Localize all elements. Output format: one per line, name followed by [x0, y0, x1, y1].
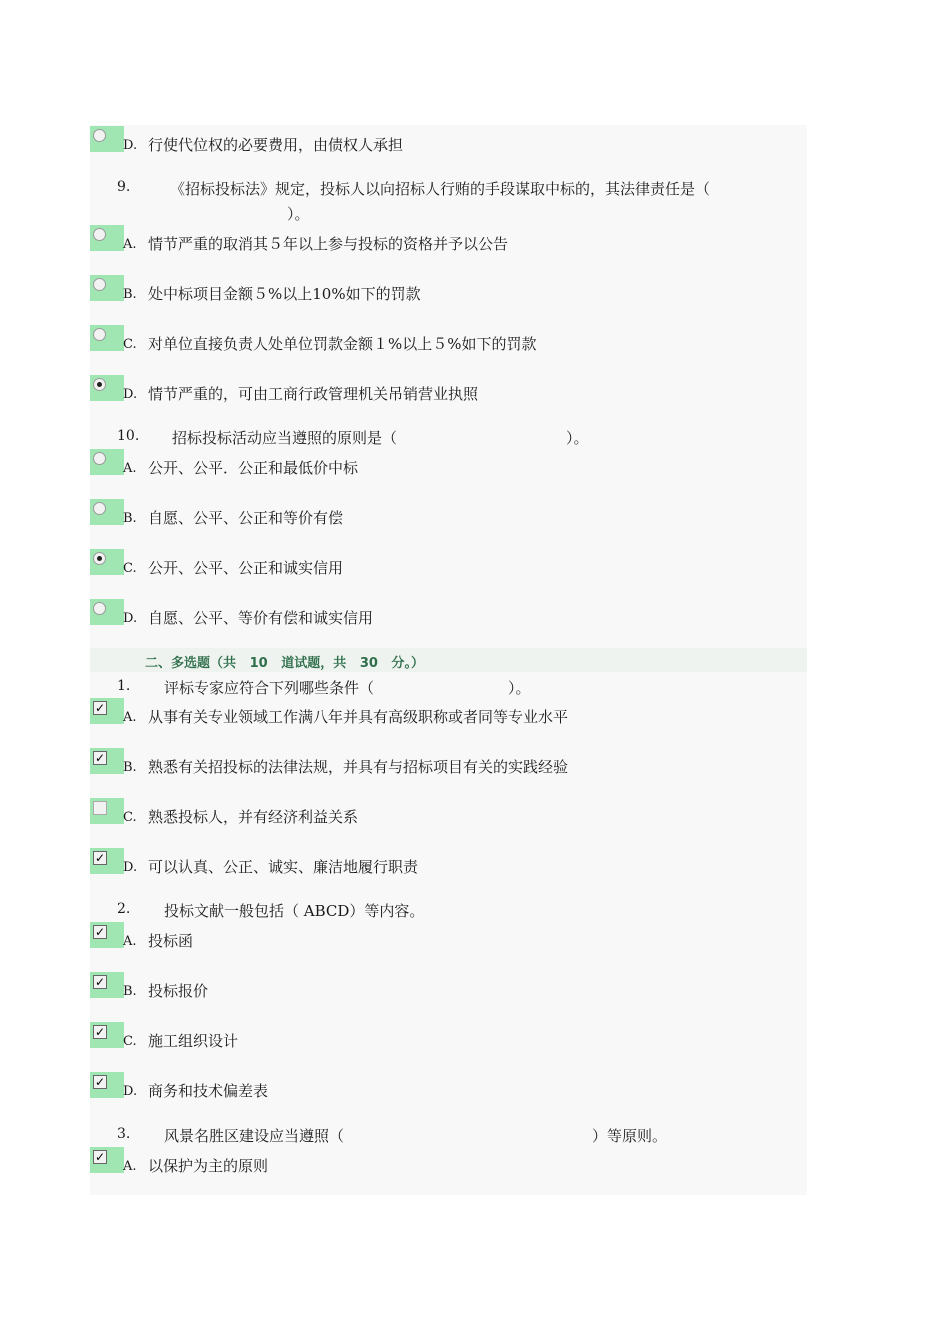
question-number: 9.: [117, 179, 131, 195]
option-text: 施工组织设计: [148, 1032, 239, 1050]
option-letter: A.: [123, 237, 137, 252]
option-text: 从事有关专业领域工作满八年并具有高级职称或者同等专业水平: [148, 708, 569, 726]
q9-option-a[interactable]: [90, 225, 807, 265]
option-text: 自愿、公平、等价有偿和诚实信用: [148, 609, 374, 627]
question-number: 1.: [117, 678, 131, 694]
m1-option-b[interactable]: [90, 748, 807, 788]
option-letter: C.: [123, 561, 137, 576]
checkbox-checked[interactable]: ✓: [94, 1025, 106, 1039]
section-title: 二、多选题（共 10 道试题，共 30 分。）: [145, 656, 424, 671]
m1-option-d[interactable]: [90, 848, 807, 888]
question-text: 招标投标活动应当遵照的原则是（: [172, 429, 398, 447]
question-text-end: ）。: [287, 205, 310, 223]
m2-option-d[interactable]: [90, 1072, 807, 1112]
option-text: 行使代位权的必要费用，由债权人承担: [148, 136, 404, 154]
option-letter: D.: [123, 860, 138, 875]
question-text: 《招标投标法》规定，投标人以向招标人行贿的手段谋取中标的，其法律责任是（: [170, 180, 711, 198]
question-number: 3.: [117, 1126, 131, 1142]
option-text: 投标函: [148, 932, 194, 950]
option-text: 商务和技术偏差表: [148, 1082, 269, 1100]
checkbox-checked[interactable]: ✓: [94, 851, 106, 865]
option-letter: A.: [123, 1159, 137, 1174]
option-letter: B.: [123, 984, 137, 999]
radio-button[interactable]: [93, 278, 106, 291]
checkbox-checked[interactable]: ✓: [94, 1150, 106, 1164]
q9-option-b[interactable]: [90, 275, 807, 315]
q9-option-c[interactable]: [90, 325, 807, 365]
radio-button-selected[interactable]: [93, 552, 106, 565]
option-letter: B.: [123, 511, 137, 526]
question-text-end: ）。: [508, 679, 531, 697]
option-text: 可以认真、公正、诚实、廉洁地履行职责: [148, 858, 419, 876]
option-letter: A.: [123, 934, 137, 949]
option-text: 公开、公平．公正和最低价中标: [148, 459, 359, 477]
radio-button[interactable]: [93, 328, 106, 341]
checkbox-checked[interactable]: ✓: [94, 751, 106, 765]
m1-option-a[interactable]: [90, 698, 807, 738]
q10-option-b[interactable]: [90, 499, 807, 539]
radio-button[interactable]: [93, 129, 106, 142]
m2-option-c[interactable]: [90, 1022, 807, 1062]
option-letter: C.: [123, 810, 137, 825]
option-text: 熟悉有关招投标的法律法规，并具有与招标项目有关的实践经验: [148, 758, 569, 776]
option-letter: D.: [123, 387, 138, 402]
question-text: 投标文献一般包括（ ABCD）等内容。: [164, 902, 425, 920]
option-letter: C.: [123, 1034, 137, 1049]
question-text: 评标专家应符合下列哪些条件（: [164, 679, 375, 697]
option-text: 对单位直接负责人处单位罚款金额１%以上５%如下的罚款: [148, 335, 537, 353]
option-letter: B.: [123, 760, 137, 775]
question-number: 2.: [117, 901, 131, 917]
m2-option-a[interactable]: [90, 922, 807, 962]
question-number: 10.: [117, 428, 140, 444]
question-text-end: ）等原则。: [592, 1127, 668, 1145]
q10-option-d[interactable]: [90, 599, 807, 639]
radio-button-selected[interactable]: [93, 378, 106, 391]
question-text-end: ）。: [566, 429, 589, 447]
option-text: 公开、公平、公正和诚实信用: [148, 559, 344, 577]
option-text: 自愿、公平、公正和等价有偿: [148, 509, 344, 527]
checkbox-checked[interactable]: ✓: [94, 975, 106, 989]
radio-button[interactable]: [93, 452, 106, 465]
q8-option-d[interactable]: [90, 126, 807, 166]
option-letter: C.: [123, 337, 137, 352]
checkbox-checked[interactable]: ✓: [94, 1075, 106, 1089]
q10-option-a[interactable]: [90, 449, 807, 489]
q10-option-c[interactable]: [90, 549, 807, 589]
m2-option-b[interactable]: [90, 972, 807, 1012]
option-text: 熟悉投标人，并有经济利益关系: [148, 808, 359, 826]
option-letter: A.: [123, 710, 137, 725]
radio-button[interactable]: [93, 228, 106, 241]
checkbox-checked[interactable]: ✓: [94, 701, 106, 715]
option-text: 以保护为主的原则: [148, 1157, 269, 1175]
radio-button[interactable]: [93, 502, 106, 515]
option-text: 情节严重的，可由工商行政管理机关吊销营业执照: [148, 385, 479, 403]
question-text: 风景名胜区建设应当遵照（: [164, 1127, 345, 1145]
option-letter: A.: [123, 461, 137, 476]
section-header: [90, 648, 807, 672]
radio-button[interactable]: [93, 602, 106, 615]
option-letter: D.: [123, 611, 138, 626]
option-text: 投标报价: [148, 982, 209, 1000]
option-letter: D.: [123, 138, 138, 153]
option-text: 情节严重的取消其５年以上参与投标的资格并予以公告: [148, 235, 509, 253]
m3-option-a[interactable]: [90, 1147, 807, 1187]
m1-option-c[interactable]: [90, 798, 807, 838]
checkbox-unchecked[interactable]: [93, 801, 107, 815]
checkbox-checked[interactable]: ✓: [94, 925, 106, 939]
option-text: 处中标项目金额５%以上10%如下的罚款: [148, 285, 421, 303]
option-letter: B.: [123, 287, 137, 302]
q9-option-d[interactable]: [90, 375, 807, 415]
option-letter: D.: [123, 1084, 138, 1099]
